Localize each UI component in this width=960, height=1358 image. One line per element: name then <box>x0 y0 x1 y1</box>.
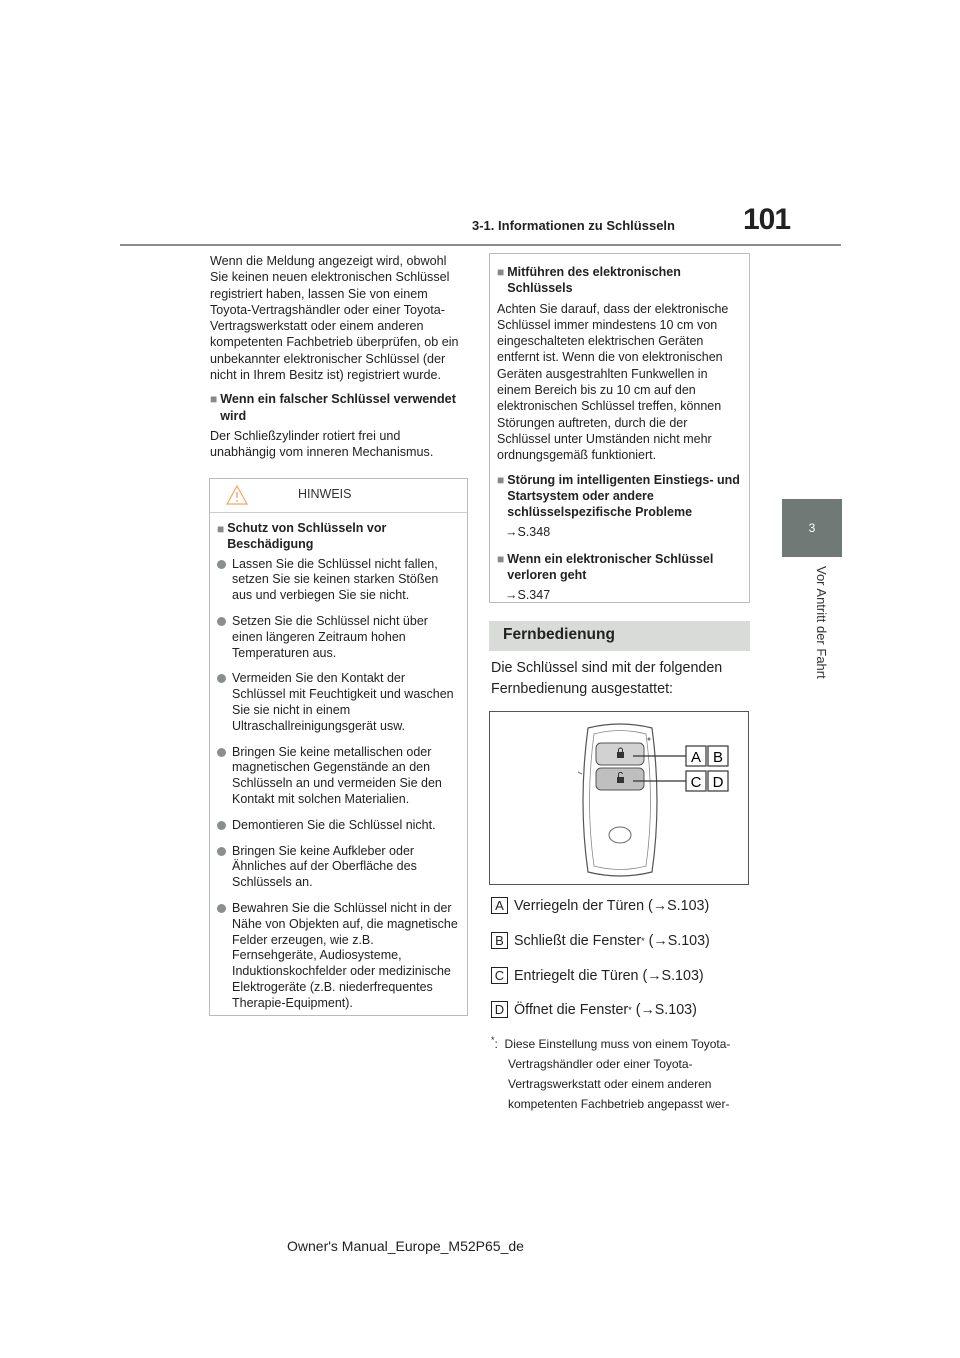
note-heading: ■ Schutz von Schlüsseln vor Beschädigung <box>217 521 387 551</box>
unlock-icon <box>617 777 624 783</box>
bullet-dot-icon <box>217 560 226 569</box>
remote-key-figure <box>489 711 749 885</box>
legend-text: Entriegelt die Türen (→S.103) <box>514 967 704 984</box>
legend-item-c <box>491 967 704 984</box>
lock-icon <box>617 752 624 758</box>
bullet-dot-icon <box>217 821 226 830</box>
note-item: Bewahren Sie die Schlüssel nicht in der Nähe von Objekten auf, die magnetische Felder erzeugen, wie z.B. Fernsehgeräte, Audiosysteme, Induktionskochfelder oder medizinische Elektrogeräte (z.B. niederfrequentes Therapie-Equipment). <box>217 901 461 1012</box>
key-fob-illustration <box>490 712 748 884</box>
figure-label-a: A <box>690 749 702 766</box>
footnote: *: Diese Einstellung muss von einem Toyota-Vertragshändler oder einer Toyota-Vertragswerkstatt oder einem anderen kompetenten Fachbetrieb angepasst wer- <box>491 1035 731 1111</box>
note-header <box>210 479 467 513</box>
legend-letter: A <box>491 897 508 914</box>
square-bullet-icon: ■ <box>497 472 505 487</box>
remote-intro: Die Schlüssel sind mit der folgenden Fernbedienung ausgestattet: <box>491 660 723 697</box>
chapter-title: Vor Antritt der Fahrt <box>814 566 829 679</box>
lost-ref-link[interactable]: →S.347 <box>505 588 551 603</box>
legend-item-b <box>491 932 710 949</box>
page-number: 101 <box>743 203 791 236</box>
chapter-tab <box>782 499 842 557</box>
footer-text: Owner's Manual_Europe_M52P65_de <box>287 1238 524 1254</box>
note-item: Setzen Sie die Schlüssel nicht über einen längeren Zeitraum hohen Temperaturen aus. <box>217 614 461 661</box>
wrong-key-text: Der Schließzylinder rotiert frei und unabhängig vom inneren Mechanismus. <box>210 428 434 460</box>
legend-ref: (→S.103) <box>635 1001 697 1018</box>
bullet-dot-icon <box>217 904 226 913</box>
footnote-star: * <box>628 1004 632 1015</box>
legend-letter: B <box>491 932 508 949</box>
note-item: Bringen Sie keine metallischen oder magnetischen Gegenstände an den Schlüsseln an und vermeiden Sie den Kontakt mit solchen Materialien. <box>217 745 461 808</box>
note-item: Demontieren Sie die Schlüssel nicht. <box>217 818 461 834</box>
left-column <box>210 253 468 469</box>
note-label: HINWEIS <box>298 487 352 501</box>
note-item: Vermeiden Sie den Kontakt der Schlüssel mit Feuchtigkeit und waschen Sie sie nicht in einem Ultraschallreinigungsgerät usw. <box>217 671 461 734</box>
legend-letter: D <box>491 1001 508 1018</box>
intro-paragraph: Wenn die Meldung angezeigt wird, obwohl Sie keinen neuen elektronischen Schlüssel registriert haben, lassen Sie von einem Toyota-Vertragshändler oder einer Toyota-Vertragswerkstatt oder einem anderen kompetenten Fachbetrieb überprüfen, ob ein unbekannter elektronischer Schlüssel (der nicht in Ihrem Besitz ist) registriert wurde. <box>210 254 459 383</box>
footnote-text: Diese Einstellung muss von einem Toyota-Vertragshändler oder einer Toyota-Vertragswerkstatt oder einem anderen kompetenten Fachbetrieb angepasst wer- <box>504 1037 731 1111</box>
remote-section-bar <box>489 621 750 651</box>
legend-text: Schließt die Fenster <box>514 932 642 949</box>
legend-text: Öffnet die Fenster <box>514 1001 629 1018</box>
square-bullet-icon: ■ <box>497 265 505 279</box>
figure-label-d: D <box>712 774 724 791</box>
fault-ref-link[interactable]: →S.348 <box>505 525 551 540</box>
note-body <box>210 513 467 1012</box>
legend-text: Verriegeln der Türen (→S.103) <box>514 897 710 914</box>
fault-heading: ■ Störung im intelligenten Einstiegs- und Startsystem oder andere schlüsselspezifische Probleme <box>497 472 740 520</box>
square-bullet-icon: ■ <box>497 551 505 566</box>
warning-triangle-icon <box>226 485 248 505</box>
note-box <box>209 478 468 1016</box>
wrong-key-heading: ■ Wenn ein falscher Schlüssel verwendet wird <box>210 392 456 423</box>
remote-section-title: Fernbedienung <box>503 626 615 643</box>
chapter-title-vertical <box>811 566 831 726</box>
footnote-mark: * <box>491 1035 495 1045</box>
figure-label-b: B <box>712 749 724 766</box>
note-item: Lassen Sie die Schlüssel nicht fallen, setzen Sie sie keinen starken Stößen aus und verbiegen Sie sie nicht. <box>217 557 461 604</box>
lost-heading: ■ Wenn ein elektronischer Schlüssel verloren geht <box>497 551 714 583</box>
chapter-number: 3 <box>808 521 816 535</box>
info-box <box>489 253 750 603</box>
carry-text: Achten Sie darauf, dass der elektronische Schlüssel immer mindestens 10 cm von eingeschalteten elektrischen Geräten entfernt ist. Wenn die von elektronischen Geräten ausgestrahlten Funkwellen in einem Bereich bis zu 10 cm auf den elektronischen Schlüssel treffen, können Störungen auftreten, durch die der Schlüssel unter Umständen nicht mehr ordnungsgemäß funktioniert. <box>497 301 729 463</box>
figure-label-c: C <box>690 774 702 791</box>
square-bullet-icon: ■ <box>210 392 218 407</box>
legend-letter: C <box>491 967 508 984</box>
footnote-star: * <box>641 935 645 946</box>
square-bullet-icon: ■ <box>217 522 225 536</box>
legend-item-a <box>491 897 709 914</box>
legend-ref: (→S.103) <box>648 932 710 949</box>
bullet-dot-icon <box>217 617 226 626</box>
legend-item-d <box>491 1001 697 1018</box>
bullet-dot-icon <box>217 748 226 757</box>
bullet-dot-icon <box>217 674 226 683</box>
bullet-dot-icon <box>217 847 226 856</box>
carry-heading: ■ Mitführen des elektronischen Schlüssels <box>497 265 681 296</box>
section-title: 3-1. Informationen zu Schlüsseln <box>472 218 675 233</box>
header-rule <box>120 244 841 246</box>
note-item: Bringen Sie keine Aufkleber oder Ähnliches auf der Oberfläche des Schlüssels an. <box>217 844 461 891</box>
